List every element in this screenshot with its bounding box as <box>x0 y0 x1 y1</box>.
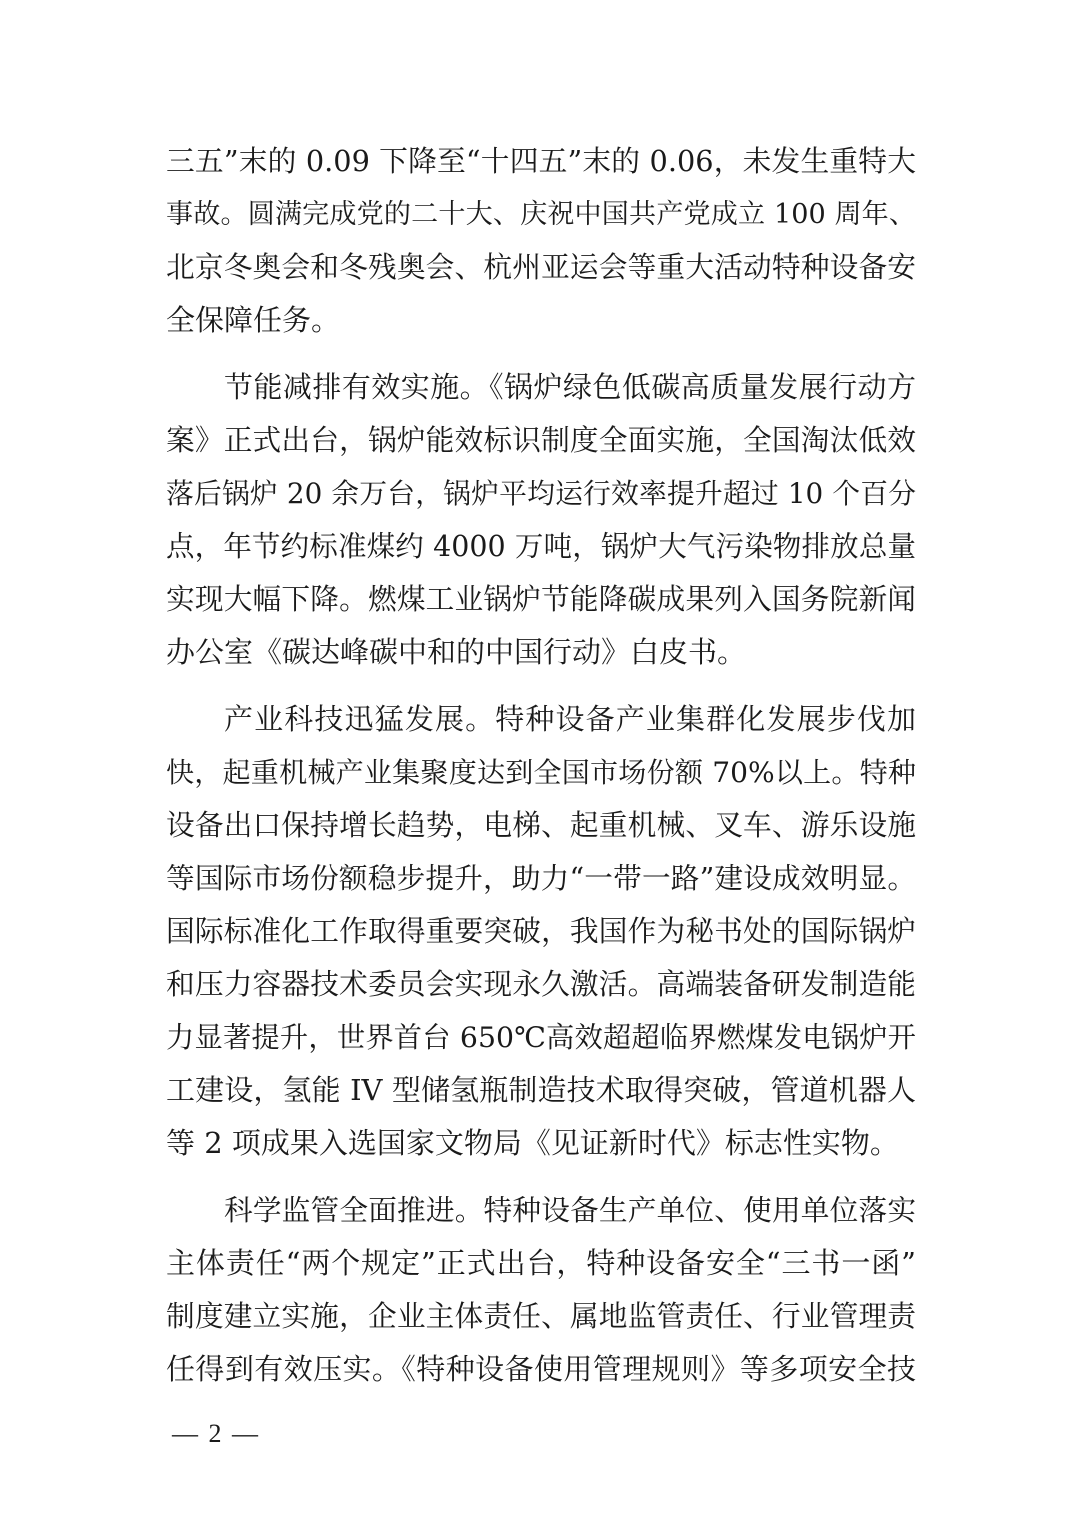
text-line: 三五”末的 0.09 下降至“十四五”末的 0.06，未发生重特大 <box>166 144 916 178</box>
document-body <box>166 135 916 1396</box>
paragraph-spacer <box>166 1170 916 1184</box>
text-line: 设备出口保持增长趋势，电梯、起重机械、叉车、游乐设施 <box>166 808 916 842</box>
text-line: 任得到有效压实。《特种设备使用管理规则》等多项安全技 <box>166 1352 916 1386</box>
text-line: 主体责任“两个规定”正式出台，特种设备安全“三书一函” <box>166 1246 916 1280</box>
text-line: 等 2 项成果入选国家文物局《见证新时代》标志性实物。 <box>166 1126 899 1160</box>
paragraph-spacer <box>166 347 916 361</box>
text-line: 国际标准化工作取得重要突破，我国作为秘书处的国际锅炉 <box>166 914 916 948</box>
text-line: 科学监管全面推进。特种设备生产单位、使用单位落实 <box>224 1193 916 1227</box>
text-line: 制度建立实施，企业主体责任、属地监管责任、行业管理责 <box>166 1299 916 1333</box>
paragraph-spacer <box>166 679 916 693</box>
paragraph-2 <box>166 361 916 679</box>
text-line: 节能减排有效实施。《锅炉绿色低碳高质量发展行动方 <box>224 370 916 404</box>
text-line: 落后锅炉 20 余万台，锅炉平均运行效率提升超过 10 个百分 <box>166 477 916 510</box>
text-line: 和压力容器技术委员会实现永久激活。高端装备研发制造能 <box>166 967 916 1001</box>
text-line: 快，起重机械产业集聚度达到全国市场份额 70%以上。特种 <box>166 756 916 789</box>
text-line: 全保障任务。 <box>166 303 341 337</box>
text-line: 力显著提升，世界首台 650℃高效超超临界燃煤发电锅炉开 <box>166 1021 916 1054</box>
text-line: 工建设，氢能 IV 型储氢瓶制造技术取得突破，管道机器人 <box>166 1073 916 1107</box>
paragraph-3 <box>166 693 916 1170</box>
text-line: 案》正式出台，锅炉能效标识制度全面实施，全国淘汰低效 <box>166 423 916 457</box>
page-number: — 2 — <box>172 1419 260 1448</box>
paragraph-1 <box>166 135 916 347</box>
text-line: 产业科技迅猛发展。特种设备产业集群化发展步伐加 <box>224 702 916 736</box>
text-line: 等国际市场份额稳步提升，助力“一带一路”建设成效明显。 <box>166 861 916 895</box>
text-line: 事故。圆满完成党的二十大、庆祝中国共产党成立 100 周年、 <box>166 199 916 230</box>
text-line: 办公室《碳达峰碳中和的中国行动》白皮书。 <box>166 635 747 669</box>
text-line: 实现大幅下降。燃煤工业锅炉节能降碳成果列入国务院新闻 <box>166 582 916 616</box>
text-line: 点，年节约标准煤约 4000 万吨，锅炉大气污染物排放总量 <box>166 530 916 563</box>
paragraph-4 <box>166 1184 916 1396</box>
text-line: 北京冬奥会和冬残奥会、杭州亚运会等重大活动特种设备安 <box>166 250 916 284</box>
